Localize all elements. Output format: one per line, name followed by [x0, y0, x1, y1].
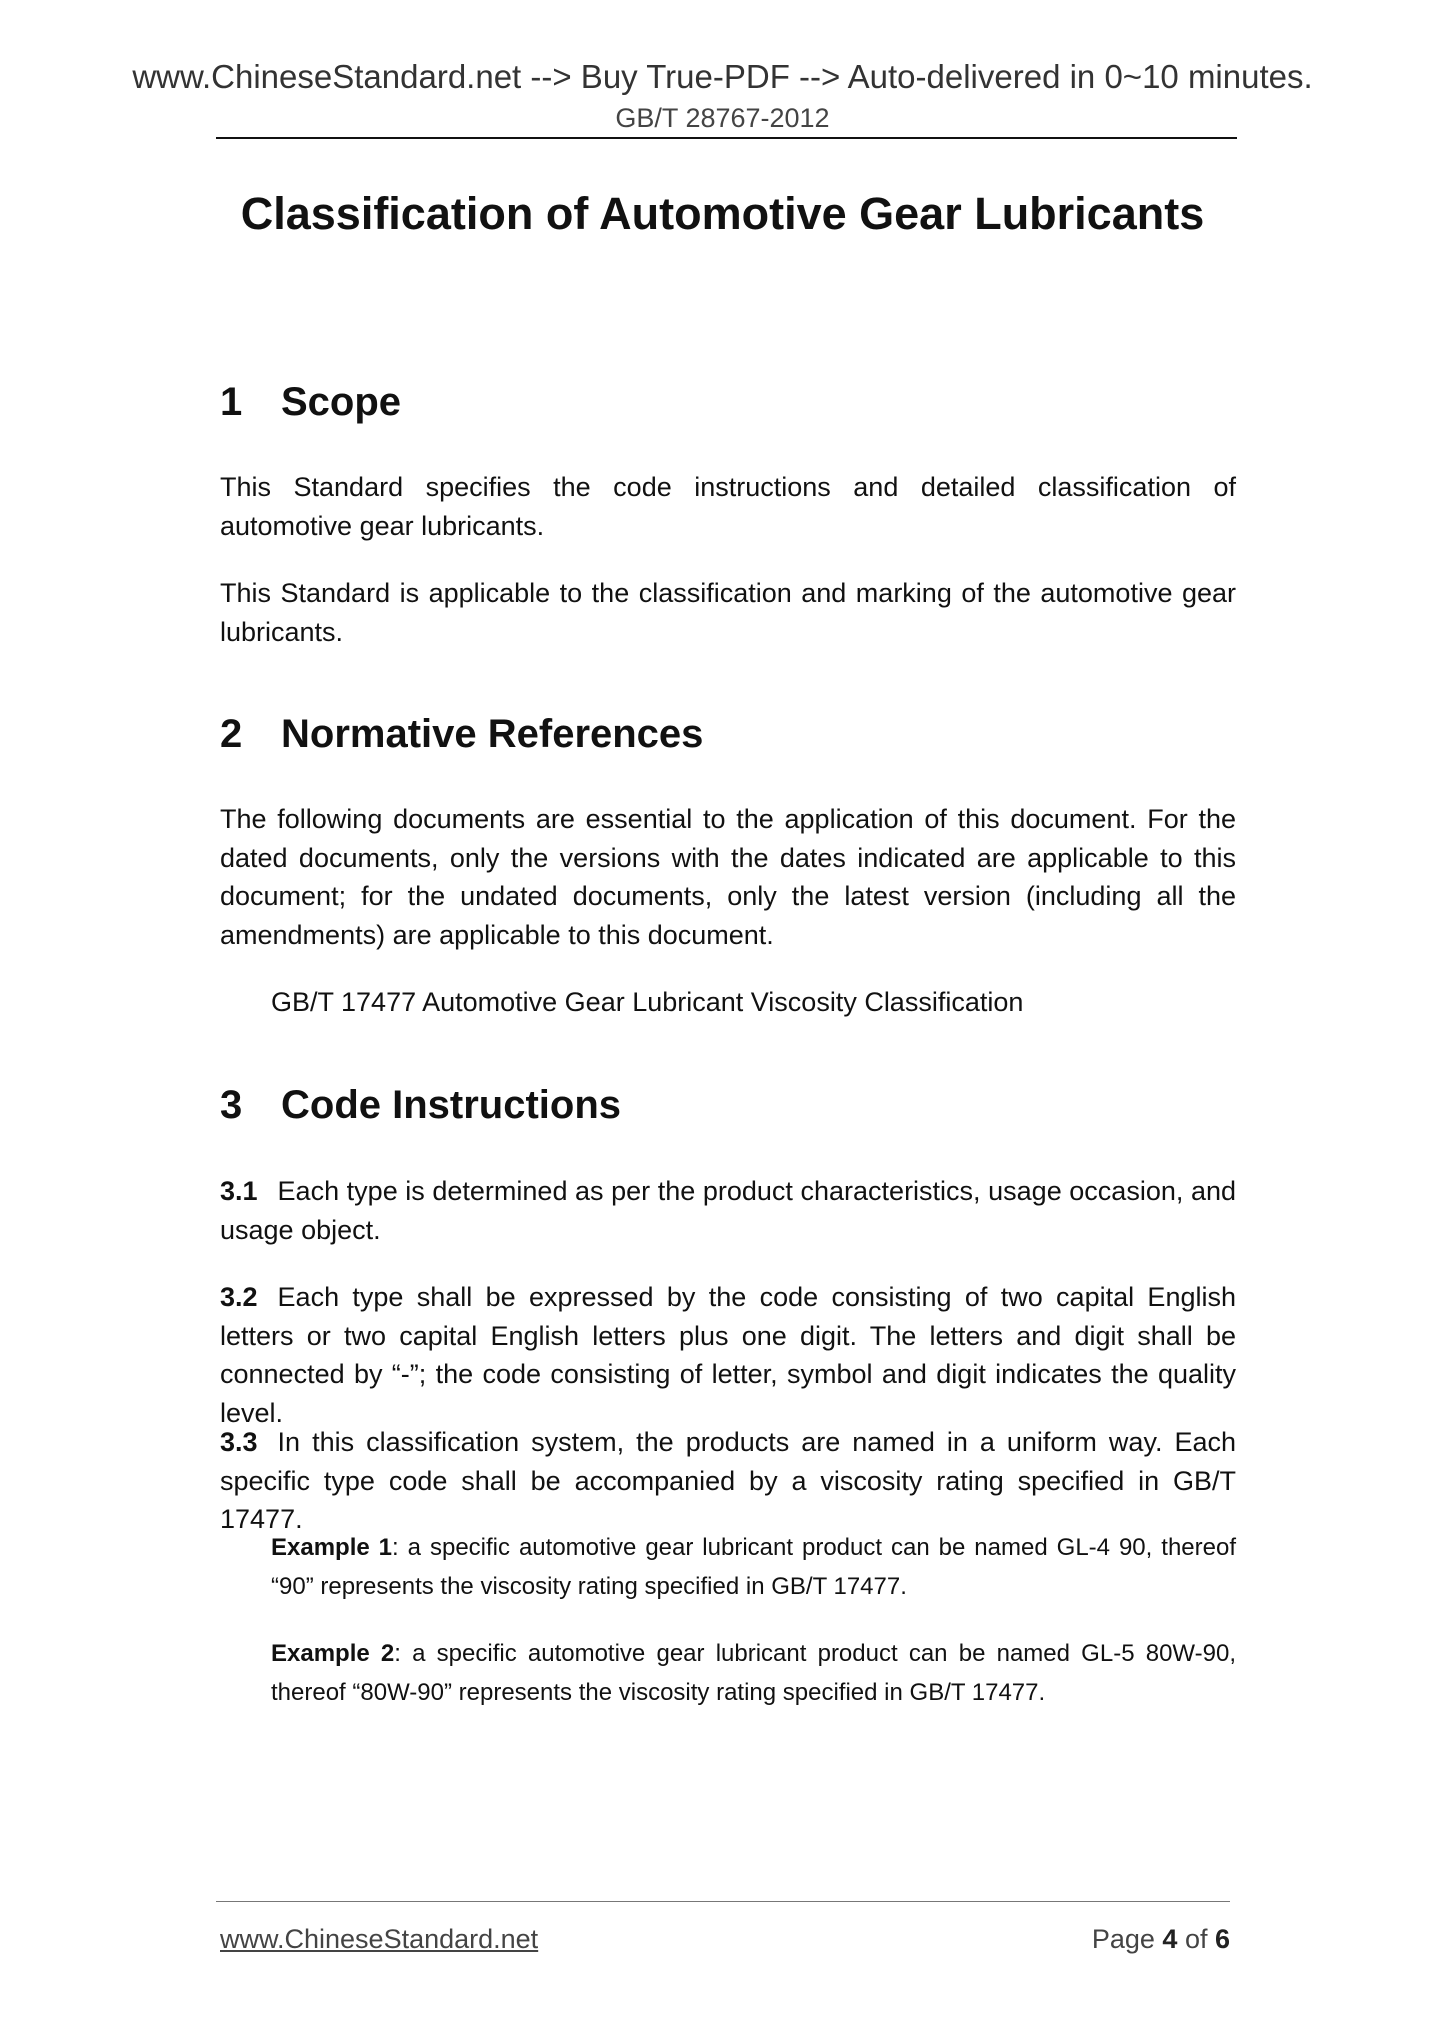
- footer-divider: [216, 1901, 1230, 1902]
- example-label: Example 1: [271, 1534, 393, 1561]
- clause-number: 3.3: [220, 1427, 258, 1457]
- clause-text: Each type shall be expressed by the code consisting of two capital English letters or two capital English letters plus one digit. The letters and digit shall be connected by “-”; the code consisting of letter, symbol and digit indicates the quality level.: [220, 1282, 1236, 1428]
- clause-text: Each type is determined as per the product characteristics, usage occasion, and usage object.: [220, 1176, 1236, 1245]
- section-title: Scope: [281, 380, 402, 424]
- page-indicator: [1000, 1923, 1230, 1955]
- clause-3-1: [220, 1172, 1236, 1249]
- section-number: 1: [220, 380, 243, 424]
- section-title: Code Instructions: [281, 1083, 622, 1127]
- example-1: [271, 1529, 1236, 1606]
- standard-code: GB/T 28767-2012: [615, 103, 830, 133]
- scope-paragraph-1: This Standard specifies the code instructions and detailed classification of automotive gear lubricants.: [220, 472, 1236, 541]
- header-banner: www.ChineseStandard.net --> Buy True-PDF --> Auto-delivered in 0~10 minutes.: [132, 58, 1313, 95]
- clause-number: 3.2: [220, 1282, 258, 1312]
- page-total: 6: [1214, 1924, 1230, 1954]
- section-number: 2: [220, 712, 243, 756]
- clause-3-3: [220, 1423, 1236, 1539]
- page-current: 4: [1162, 1924, 1178, 1954]
- footer-website-link[interactable]: www.ChineseStandard.net: [220, 1924, 539, 1954]
- page-prefix: Page: [1091, 1924, 1163, 1954]
- section-number: 3: [220, 1083, 243, 1127]
- clause-3-2: [220, 1278, 1236, 1432]
- header-divider: [216, 137, 1237, 139]
- clause-text: In this classification system, the products are named in a uniform way. Each specific type code shall be accompanied by a viscosity rating specified in GB/T 17477.: [220, 1427, 1236, 1534]
- section-heading-scope: [220, 378, 401, 426]
- example-text: : a specific automotive gear lubricant product can be named GL-5 80W-90, thereof “80W-90” represents the viscosity rating specified in GB/T 17477.: [271, 1640, 1236, 1706]
- example-2: [271, 1635, 1236, 1712]
- clause-number: 3.1: [220, 1176, 258, 1206]
- normative-references-paragraph: The following documents are essential to the application of this document. For the dated documents, only the versions with the dates indicated are applicable to this document; for the undated documents, only the latest version (including all the amendments) are applicable to this document.: [220, 804, 1236, 950]
- example-text: : a specific automotive gear lubricant product can be named GL-4 90, thereof “90” represents the viscosity rating specified in GB/T 17477.: [271, 1534, 1237, 1600]
- section-heading-normative-references: [220, 710, 703, 758]
- document-title: Classification of Automotive Gear Lubricants: [240, 188, 1205, 239]
- page-separator: of: [1177, 1924, 1215, 1954]
- example-label: Example 2: [271, 1640, 395, 1667]
- section-heading-code-instructions: [220, 1081, 621, 1129]
- section-title: Normative References: [281, 712, 704, 756]
- reference-item: GB/T 17477 Automotive Gear Lubricant Viscosity Classification: [271, 987, 1024, 1017]
- scope-paragraph-2: This Standard is applicable to the classification and marking of the automotive gear lubricants.: [220, 578, 1236, 647]
